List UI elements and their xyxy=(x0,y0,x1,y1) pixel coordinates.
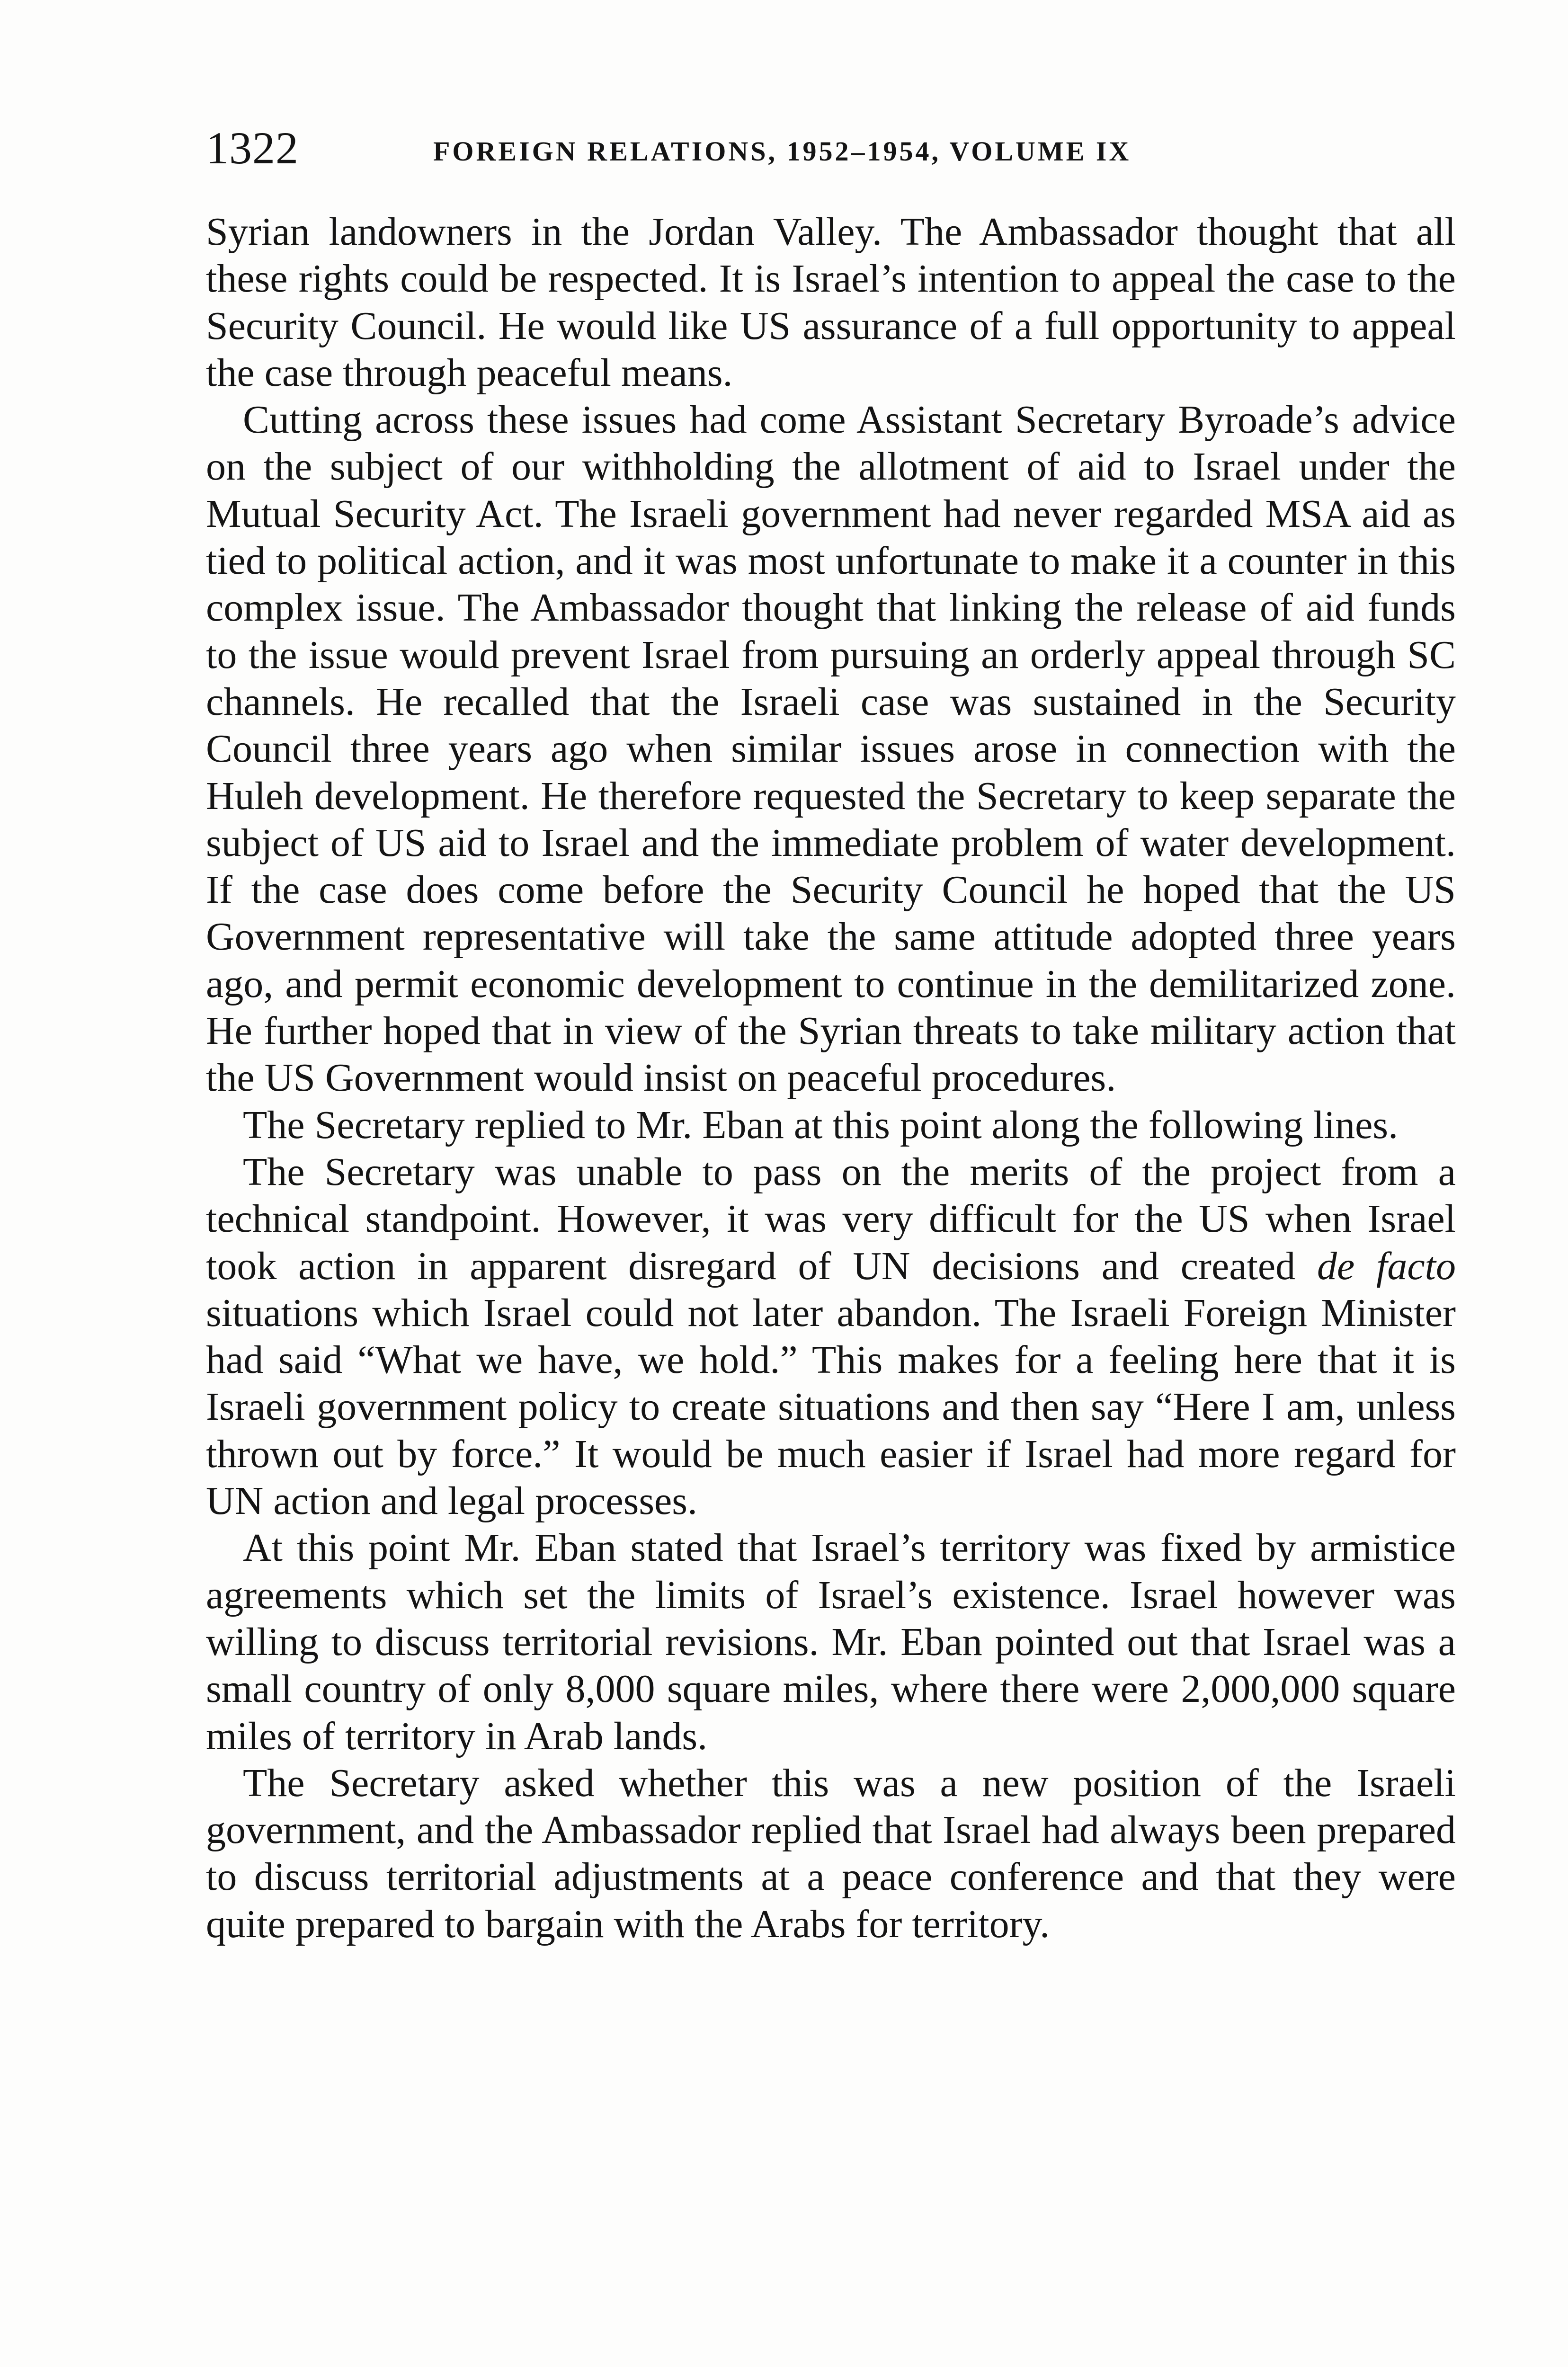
body-text xyxy=(206,208,1456,1948)
paragraph-4-part-2: situations which Israel could not later abandon. The Israeli Foreign Minister had said “What we have, we hold.” This makes for a feeling here that it is Israeli government policy to create situations and then say “Here I am, unless thrown out by force.” It would be much easier if Israel had more regard for UN action and legal processes. xyxy=(206,1290,1456,1523)
paragraph-5: At this point Mr. Eban stated that Israel’s territory was fixed by armistice agreements which set the limits of Israel’s existence. Israel however was willing to discuss territorial revisions. Mr. Eban pointed out that Israel was a small country of only 8,000 square miles, where there were 2,000,000 square miles of territory in Arab lands. xyxy=(206,1526,1456,1758)
paragraph-6: The Secretary asked whether this was a new position of the Israeli government, and the Ambassador replied that Israel had always been prepared to discuss territorial adjustments at a peace conference and that they were quite prepared to bargain with the Arabs for territory. xyxy=(206,1761,1456,1946)
running-head: FOREIGN RELATIONS, 1952–1954, VOLUME IX xyxy=(433,136,1131,167)
italic-phrase: de facto xyxy=(1317,1244,1456,1288)
paragraph-2: Cutting across these issues had come Assistant Secretary Byroade’s advice on the subject of our withholding the allotment of aid to Israel under the Mutual Security Act. The Israeli government had never regarded MSA aid as tied to political action, and it was most unfortunate to make it a counter in this complex issue. The Ambassador thought that linking the release of aid funds to the issue would prevent Israel from pursuing an orderly appeal through SC channels. He recalled that the Israeli case was sustained in the Security Council three years ago when similar issues arose in connection with the Huleh development. He therefore requested the Secretary to keep separate the subject of US aid to Israel and the immediate problem of water development. If the case does come before the Security Council he hoped that the US Government representative will take the same attitude adopted three years ago, and permit economic development to continue in the demilitarized zone. He further hoped that in view of the Syrian threats to take military action that the US Government would insist on peaceful procedures. xyxy=(206,398,1456,1100)
paragraph-3: The Secretary replied to Mr. Eban at this point along the following lines. xyxy=(243,1103,1399,1147)
page-number: 1322 xyxy=(206,123,299,173)
paragraph-1: Syrian landowners in the Jordan Valley. The Ambassador thought that all these rights could be respected. It is Israel’s intention to appeal the case to the Security Council. He would like US assurance of a full opportunity to appeal the case through peaceful means. xyxy=(206,210,1456,395)
paragraph-4-part-1: The Secretary was unable to pass on the merits of the project from a technical standpoint. However, it was very difficult for the US when Israel took action in apparent disregard of UN decisions and created xyxy=(206,1149,1456,1288)
paragraph-4 xyxy=(206,1148,1456,1524)
page-header xyxy=(206,122,1484,174)
